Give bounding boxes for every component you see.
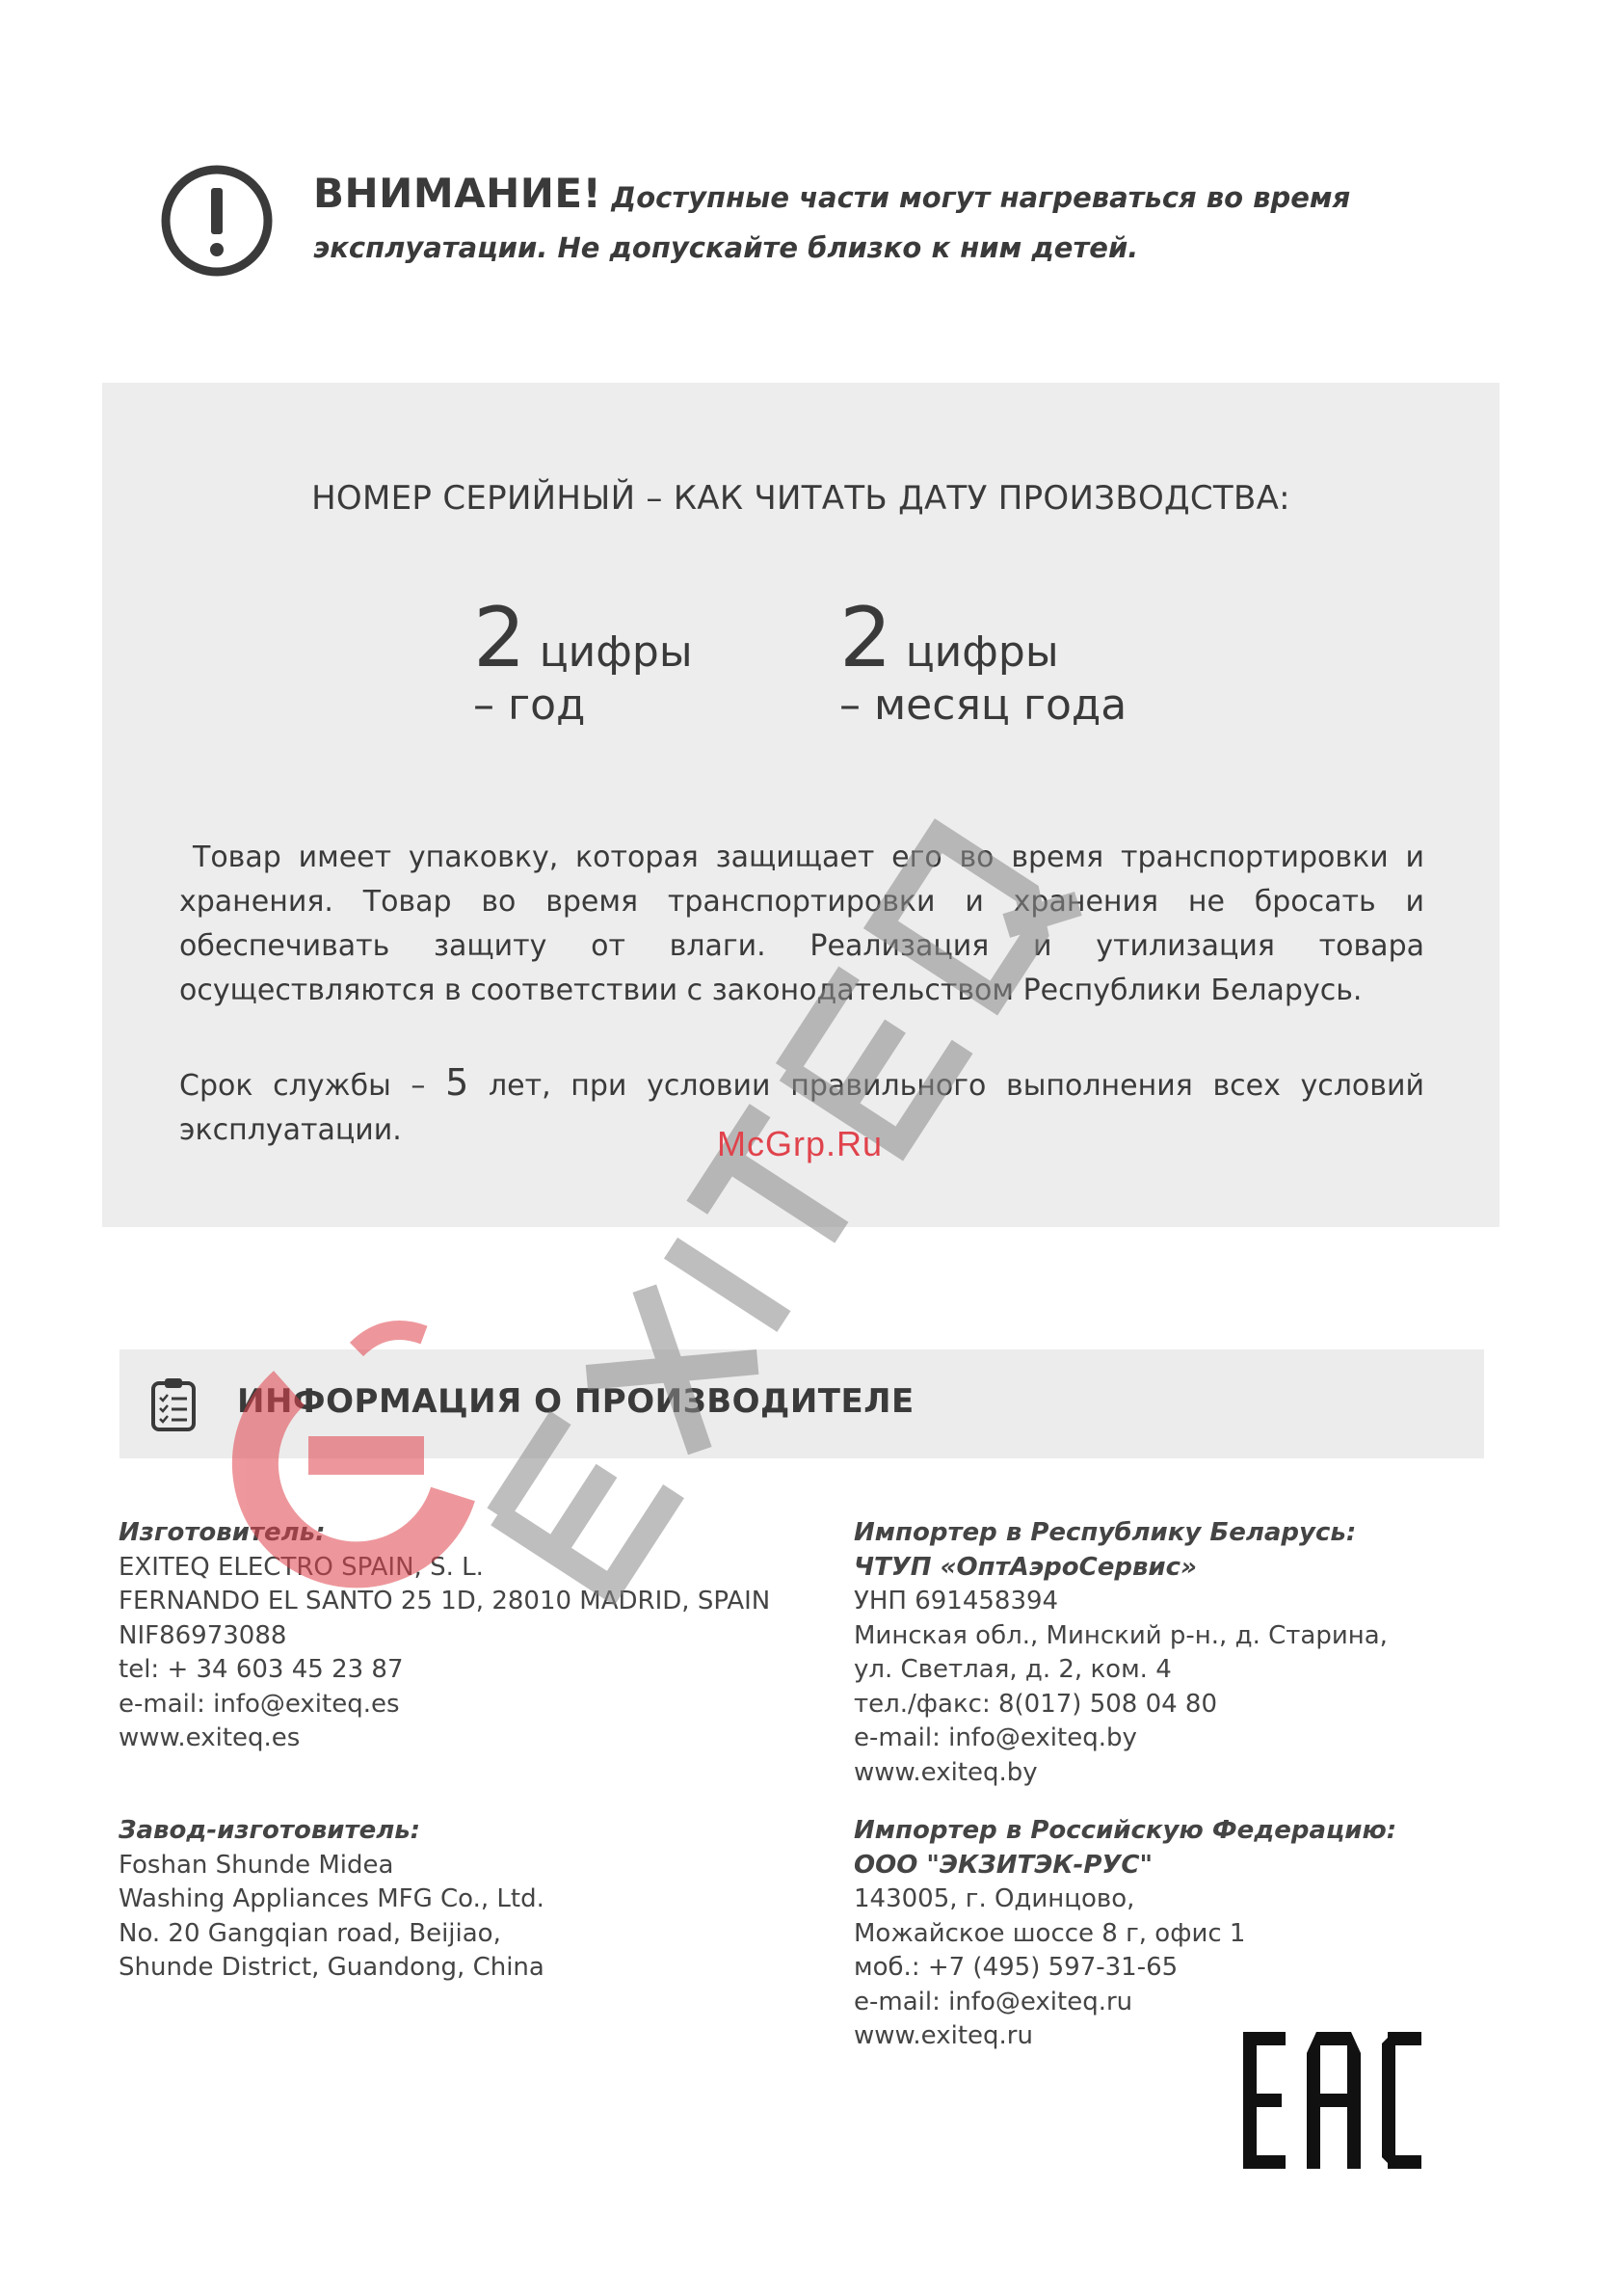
digits-month-number: 2	[839, 590, 892, 686]
importer-belarus-email: e-mail: info@exiteq.by	[854, 1723, 1137, 1752]
digits-month-desc: – месяц года	[839, 681, 1127, 730]
importer-russia-block	[854, 1814, 1396, 2054]
digits-year	[473, 590, 693, 732]
warning-line-2: эксплуатации. Не допускайте близко к ним детей.	[313, 231, 1139, 264]
manufacturer-heading: Изготовитель:	[119, 1518, 326, 1547]
factory-heading: Завод-изготовитель:	[119, 1816, 421, 1845]
warning-title: ВНИМАНИЕ!	[313, 170, 602, 217]
manufacturer-info-header	[119, 1349, 1484, 1458]
factory-line: Washing Appliances MFG Co., Ltd.	[119, 1884, 544, 1913]
digits-year-unit: цифры	[539, 627, 693, 677]
clipboard-icon	[150, 1376, 197, 1432]
importer-belarus-line: УНП 691458394	[854, 1587, 1059, 1615]
manufacturer-email: e-mail: info@exiteq.es	[119, 1689, 400, 1719]
importer-belarus-line: Минская обл., Минский р-н., д. Старина,	[854, 1620, 1388, 1650]
warning-text	[313, 169, 1489, 273]
digits-year-number: 2	[473, 590, 526, 686]
eac-certification-mark	[1243, 2032, 1421, 2169]
digits-month	[839, 590, 1127, 732]
warning-line-1: Доступные части могут нагреваться во время	[611, 181, 1351, 214]
service-life-paragraph	[179, 1060, 1424, 1153]
serial-title: НОМЕР СЕРИЙНЫЙ – КАК ЧИТАТЬ ДАТУ ПРОИЗВОДСТВА:	[311, 479, 1290, 518]
importer-russia-company: ООО "ЭКЗИТЭК-РУС"	[854, 1850, 1154, 1880]
importer-russia-website: www.exiteq.ru	[854, 2021, 1033, 2050]
importer-belarus-website: www.exiteq.by	[854, 1757, 1038, 1787]
importer-russia-email: e-mail: info@exiteq.ru	[854, 1987, 1133, 2016]
importer-russia-line: Можайское шоссе 8 г, офис 1	[854, 1918, 1246, 1948]
importer-russia-phone: моб.: +7 (495) 597-31-65	[854, 1953, 1179, 1982]
manufacturer-phone: tel: + 34 603 45 23 87	[119, 1655, 404, 1684]
service-years: 5	[445, 1061, 469, 1104]
factory-block	[119, 1814, 544, 1986]
exclamation-circle-icon	[159, 163, 275, 279]
digits-month-unit: цифры	[905, 627, 1059, 677]
service-suffix: лет, при условии правильного выполнения всех условий эксплуатации.	[179, 1069, 1424, 1147]
manufacturer-line: NIF86973088	[119, 1620, 287, 1650]
manufacturer-info-title: ИНФОРМАЦИЯ О ПРОИЗВОДИТЕЛЕ	[237, 1382, 915, 1421]
importer-belarus-line: ул. Светлая, д. 2, ком. 4	[854, 1655, 1172, 1684]
importer-russia-line: 143005, г. Одинцово,	[854, 1884, 1135, 1913]
service-prefix: Срок службы –	[179, 1069, 426, 1103]
importer-belarus-block	[854, 1516, 1388, 1790]
importer-belarus-phone: тел./факс: 8(017) 508 04 80	[854, 1689, 1218, 1719]
serial-number-panel	[102, 383, 1499, 1227]
packaging-paragraph: Товар имеет упаковку, которая защищает его во время транспортировки и хранения. Товар во время транспортировки и хранения не бросать и обеспечивать защиту от влаги. Реализация и утилизация товара осуществляются в соответствии с законодательством Республики Беларусь.	[179, 841, 1424, 1007]
manufacturer-block	[119, 1516, 770, 1756]
manufacturer-website: www.exiteq.es	[119, 1723, 301, 1752]
digits-year-desc: – год	[473, 681, 586, 730]
importer-belarus-company: ЧТУП «ОптАэроСервис»	[854, 1552, 1197, 1582]
factory-line: Shunde District, Guandong, China	[119, 1953, 544, 1982]
factory-line: No. 20 Gangqian road, Beijiao,	[119, 1918, 501, 1948]
watermark-site-text: McGrp.Ru	[717, 1124, 884, 1163]
importer-russia-heading: Импортер в Российскую Федерацию:	[854, 1816, 1397, 1845]
manufacturer-line: EXITEQ ELECTRO SPAIN, S. L.	[119, 1552, 484, 1582]
factory-line: Foshan Shunde Midea	[119, 1850, 394, 1880]
manufacturer-line: FERNANDO EL SANTO 25 1D, 28010 MADRID, SPAIN	[119, 1587, 771, 1615]
importer-belarus-heading: Импортер в Республику Беларусь:	[854, 1518, 1357, 1547]
warning-block	[159, 159, 1460, 284]
